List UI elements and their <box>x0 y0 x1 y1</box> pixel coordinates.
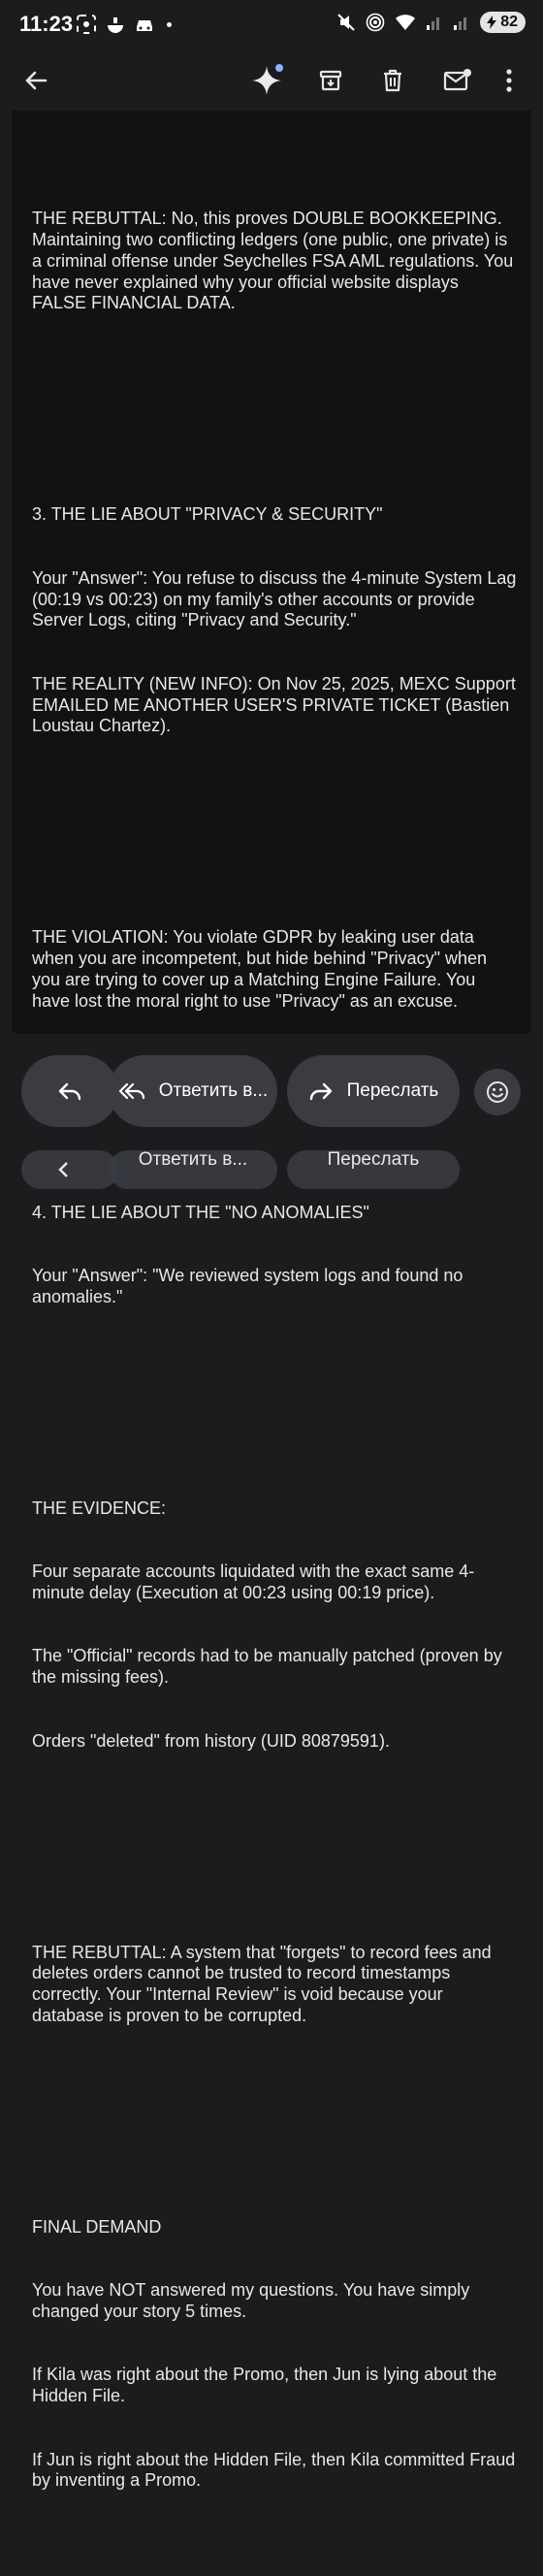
reply-action-bar <box>0 1046 543 1139</box>
hotspot-icon <box>366 13 385 32</box>
peek-action-bar <box>0 1149 543 1170</box>
reply-button[interactable] <box>21 1055 118 1127</box>
reply-all-button[interactable] <box>109 1055 277 1127</box>
delete-button[interactable] <box>374 62 411 99</box>
status-left-icons <box>76 14 172 35</box>
archive-icon <box>318 68 343 93</box>
email-line: THE REALITY (NEW INFO): On Nov 25, 2025, MEXC Support EMAILED ME ANOTHER USER'S PRIVATE TICKET (Bastien Loustau Chartez). <box>32 673 516 736</box>
status-right-icons <box>336 12 526 33</box>
more-options-button[interactable] <box>495 62 524 99</box>
reply-all-label: Ответить в... <box>158 1080 269 1101</box>
battery-level: 82 <box>500 14 518 30</box>
mail-unread-icon <box>443 68 472 93</box>
section-heading: THE EVIDENCE: <box>32 1497 167 1518</box>
cooking-icon <box>105 14 126 35</box>
email-line: Your "Answer": You refuse to discuss the 4-minute System Lag (00:19 vs 00:23) on my family's other accounts or provide Server Logs, citing "Privacy and Security." <box>32 567 517 630</box>
more-vert-icon <box>505 68 513 93</box>
signal-icon <box>426 14 443 31</box>
emoji-reaction-button[interactable] <box>474 1069 521 1115</box>
forward-icon <box>308 1080 334 1102</box>
peek-reply-all-button[interactable] <box>109 1150 277 1189</box>
mark-unread-button[interactable] <box>439 62 476 99</box>
email-line: Orders "deleted" from history (UID 80879591). <box>32 1730 390 1751</box>
status-bar <box>0 0 543 50</box>
screenshot-icon <box>76 14 97 35</box>
back-button[interactable] <box>17 62 54 99</box>
email-paragraph <box>32 886 517 1054</box>
peek-reply-all-label: Ответить в... <box>138 1149 248 1170</box>
status-time: 11:23 <box>19 12 74 36</box>
battery-indicator <box>480 12 526 33</box>
forward-button[interactable] <box>287 1055 460 1127</box>
trash-icon <box>380 68 405 93</box>
email-toolbar <box>0 50 543 111</box>
section-heading: 3. THE LIE ABOUT "PRIVACY & SECURITY" <box>32 504 383 525</box>
email-line: If Kila was right about the Promo, then Jun is lying about the Hidden File. <box>32 2365 497 2406</box>
forward-label: Переслать <box>346 1080 439 1101</box>
email-paragraph <box>32 463 517 780</box>
email-line: If Jun is right about the Hidden File, then Kila committed Fraud by inventing a Promo. <box>32 2449 516 2491</box>
section-heading: 4. THE LIE ABOUT THE "NO ANOMALIES" <box>32 1202 369 1222</box>
section-heading: FINAL DEMAND <box>32 2216 162 2237</box>
reply-all-icon <box>118 1080 145 1102</box>
reply-icon <box>57 1159 82 1180</box>
email-line: THE REBUTTAL: A system that "forgets" to record fees and deletes orders cannot be trusted to record timestamps correctly. Your "Internal Review" is void because your database is proven to be corrupted. <box>32 1942 492 2025</box>
peek-forward-button[interactable] <box>287 1150 460 1189</box>
emoji-smile-icon <box>485 1079 510 1105</box>
email-paragraph <box>32 1456 517 1794</box>
email-paragraph <box>32 2174 517 2534</box>
mute-icon <box>336 13 356 32</box>
peek-forward-label: Переслать <box>327 1149 420 1170</box>
arrow-back-icon <box>22 67 49 94</box>
email-line: The "Official" records had to be manually patched (proven by the missing fees). <box>32 1646 502 1688</box>
email-line: Four separate accounts liquidated with the exact same 4-minute delay (Execution at 00:23 using 00:19 price). <box>32 1562 475 1602</box>
gemini-sparkle-icon <box>249 63 284 98</box>
archive-button[interactable] <box>312 62 349 99</box>
signal-icon-2 <box>453 14 470 31</box>
email-line: THE VIOLATION: You violate GDPR by leaking user data when you are incompetent, but hide behind "Privacy" when you are trying to cover up a Matching Engine Failure. You have lost the moral right to use "Privacy" as an excuse. <box>32 927 488 1011</box>
email-line: You have NOT answered my questions. You have simply changed your story 5 times. <box>32 2280 470 2322</box>
car-icon <box>134 14 155 35</box>
email-body-text <box>32 124 517 2576</box>
peek-reply-button[interactable] <box>21 1150 118 1189</box>
email-paragraph <box>32 167 517 357</box>
email-paragraph <box>32 1900 517 2069</box>
reply-icon <box>57 1080 82 1102</box>
gemini-button[interactable] <box>248 62 285 99</box>
wifi-icon <box>395 13 416 32</box>
email-line: Your "Answer": "We reviewed system logs and found no anomalies." <box>32 1266 463 1306</box>
email-line: THE REBUTTAL: No, this proves DOUBLE BOOKKEEPING. Maintaining two conflicting ledgers (one public, one private) is a criminal offense under Seychelles FSA AML regulations. You have never explained why your official website displays FALSE FINANCIAL DATA. <box>32 209 514 313</box>
charging-icon <box>486 16 497 29</box>
notification-dot-icon <box>167 22 172 27</box>
